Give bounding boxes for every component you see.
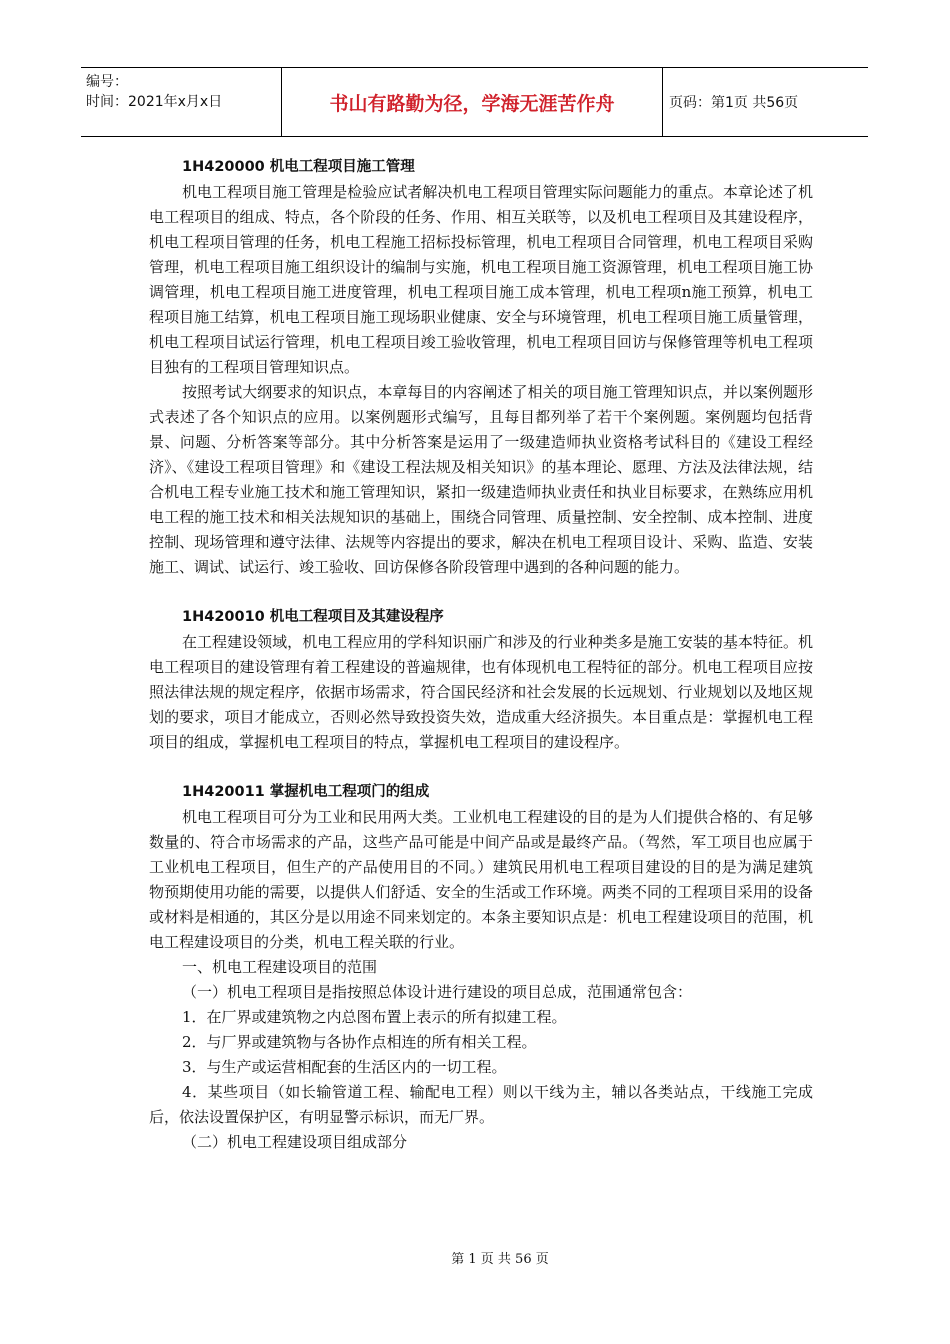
- list-item: 2．与厂界或建筑物与各协作点相连的所有相关工程。: [182, 1033, 537, 1051]
- list-item: 3．与生产或运营相配套的生活区内的一切工程。: [182, 1058, 507, 1076]
- paragraph: 机电工程项目可分为工业和民用两大类。工业机电工程建设的目的是为人们提供合格的、有足够数量的、符合市场需求的产品，这些产品可能是中间产品或是最终产品。（驾然，军工项目也应属于工业机电工程项目，但生产的产品使用目的不同。）建筑民用机电工程项目建设的目的是为满足建筑物预期使用功能的需要，以提供人们舒适、安全的生活或工作环境。两类不同的工程项目采用的设备或材料是相通的，其区分是以用途不同来划定的。本条主要知识点是：机电工程建设项目的范围，机电工程建设项目的分类，机电工程关联的行业。: [149, 808, 813, 951]
- list-item: 4．某些项目（如长输管道工程、输配电工程）则以干线为主，辅以各类站点，干线施工完成后，依法设置保护区，有明显警示标识，而无厂界。: [149, 1083, 813, 1126]
- header-page-label: 页码：第1页 共56页: [669, 95, 799, 111]
- page-footer: 第 1 页 共 56 页: [451, 1252, 549, 1267]
- section-heading: 1H420011 掌握机电工程项门的组成: [182, 784, 430, 800]
- list-item: （一）机电工程项目是指按照总体设计进行建设的项目总成，范围通常包含：: [182, 983, 693, 1001]
- list-item: 1．在厂界或建筑物之内总图布置上表示的所有拟建工程。: [182, 1008, 567, 1026]
- section-heading: 1H420000 机电工程项目施工管理: [182, 159, 415, 175]
- header-motto: 书山有路勤为径，学海无涯苦作舟: [282, 68, 663, 136]
- header-meta: [81, 68, 282, 136]
- number-label: 编号：: [86, 74, 128, 90]
- list-item: （二）机电工程建设项目组成部分: [182, 1133, 408, 1151]
- paragraph: 机电工程项目施工管理是检验应试者解决机电工程项目管理实际问题能力的重点。本章论述了机电工程项目的组成、特点，各个阶段的任务、作用、相互关联等，以及机电工程项目及其建设程序，机电工程项目管理的任务，机电工程施工招标投标管理，机电工程项目合同管理，机电工程项目采购管理，机电工程项目施工组织设计的编制与实施，机电工程项目施工资源管理，机电工程项目施工协调管理，机电工程项目施工进度管理，机电工程项目施工成本管理，机电工程项n施工预算，机电工程项目施工结算，机电工程项目施工现场职业健康、安全与环境管理，机电工程项目施工质量管理，机电工程项目试运行管理，机电工程项目竣工验收管理，机电工程项目回访与保修管理等机电工程项目独有的工程项目管理知识点。: [149, 183, 813, 376]
- paragraph: 按照考试大纲要求的知识点，本章每目的内容阐述了相关的项目施工管理知识点，并以案例题形式表述了各个知识点的应用。以案例题形式编写，且每目都列举了若干个案例题。案例题均包括背景、问题、分析答案等部分。其中分析答案是运用了一级建造师执业资格考试科目的《建设工程经济》、《建设工程项目管理》和《建设工程法规及相关知识》的基本理论、愿理、方法及法律法规，结合机电工程专业施工技术和施工管理知识，紧扣一级建造师执业责任和执业目标要求，在熟练应用机电工程的施工技术和相关法规知识的基础上，围绕合同管理、质量控制、安全控制、成本控制、进度控制、现场管理和遵守法律、法规等内容提出的要求，解决在机电工程项目设计、采购、监造、安装施工、调试、试运行、竣工验收、回访保修各阶段管理中遇到的各种问题的能力。: [149, 383, 813, 576]
- time-label: 时间：2021年x月x日: [86, 94, 223, 110]
- list-item: 一、机电工程建设项目的范围: [182, 958, 378, 976]
- section-heading: 1H420010 机电工程项目及其建设程序: [182, 609, 444, 625]
- document-body: [149, 155, 813, 1155]
- page-header: [81, 67, 868, 137]
- paragraph: 在工程建设领域，机电工程应用的学科知识丽广和涉及的行业种类多是施工安装的基本特征。机电工程项目的建设管理有着工程建设的普遍规律，也有体现机电工程特征的部分。机电工程项目应按照法律法规的规定程序，依据市场需求，符合国民经济和社会发展的长远规划、行业规划以及地区规划的要求，项目才能成立，否则必然导致投资失效，造成重大经济损失。本目重点是：掌握机电工程项目的组成，掌握机电工程项目的特点，掌握机电工程项目的建设程序。: [149, 633, 813, 751]
